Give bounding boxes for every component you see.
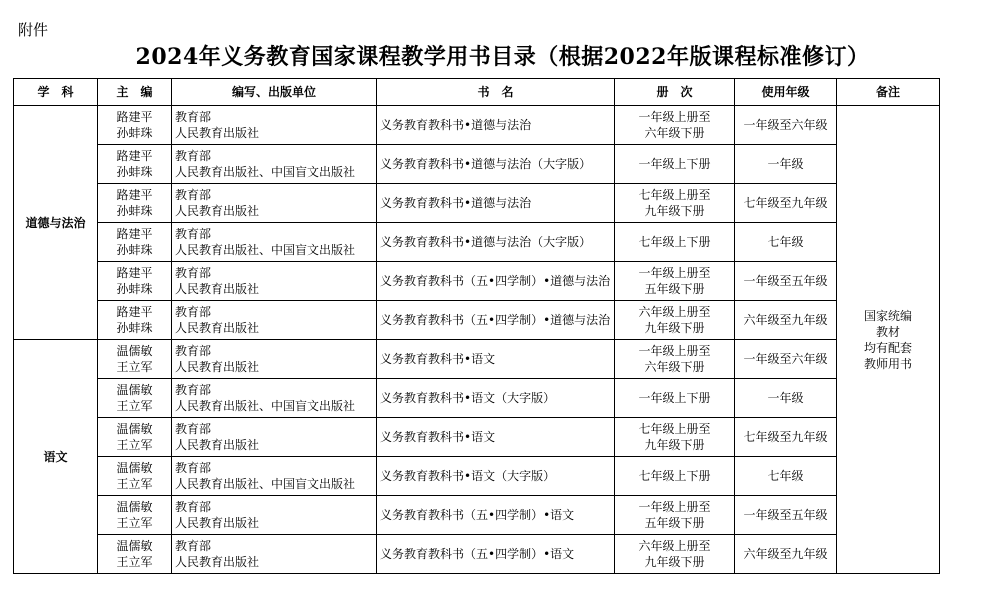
editor-name: 路建平 [116, 110, 153, 124]
grade-cell: 六年级至九年级 [735, 301, 837, 340]
volume-cell [615, 184, 735, 223]
volume-line: 七年级上下册 [638, 235, 711, 249]
editor-cell [98, 223, 172, 262]
volume-line: 六年级下册 [644, 360, 705, 374]
volume-cell [615, 301, 735, 340]
editor-name: 王立军 [116, 399, 153, 413]
publisher-line: 教育部 [175, 539, 212, 553]
publisher-line: 人民教育出版社 [175, 126, 260, 140]
attachment-label: 附件 [18, 21, 49, 39]
volume-line: 九年级下册 [644, 555, 705, 569]
publisher-line: 教育部 [175, 227, 212, 241]
header-note: 备注 [837, 79, 940, 106]
book-title-cell: 义务教育教科书•道德与法治 [377, 106, 615, 145]
header-subject: 学 科 [14, 79, 98, 106]
editor-name: 温儒敏 [116, 461, 153, 475]
volume-line: 七年级上册至 [638, 188, 711, 202]
editor-cell [98, 535, 172, 574]
publisher-line: 人民教育出版社 [175, 555, 260, 569]
grade-cell: 一年级至六年级 [735, 340, 837, 379]
volume-cell [615, 496, 735, 535]
volume-cell [615, 262, 735, 301]
editor-name: 温儒敏 [116, 539, 153, 553]
volume-line: 五年级下册 [644, 516, 705, 530]
grade-cell: 一年级至五年级 [735, 262, 837, 301]
volume-line: 一年级上册至 [638, 344, 711, 358]
editor-name: 王立军 [116, 555, 153, 569]
editor-name: 路建平 [116, 305, 153, 319]
volume-line: 一年级上下册 [638, 391, 711, 405]
table-header-row [14, 79, 940, 106]
editor-cell [98, 457, 172, 496]
editor-name: 王立军 [116, 516, 153, 530]
table-row [14, 340, 940, 379]
table-row [14, 262, 940, 301]
grade-cell: 六年级至九年级 [735, 535, 837, 574]
editor-cell [98, 418, 172, 457]
publisher-cell [172, 301, 377, 340]
volume-line: 一年级上下册 [638, 157, 711, 171]
publisher-cell [172, 145, 377, 184]
publisher-line: 教育部 [175, 149, 212, 163]
publisher-line: 人民教育出版社、中国盲文出版社 [175, 165, 356, 179]
volume-line: 一年级上册至 [638, 266, 711, 280]
book-title-cell: 义务教育教科书（五•四学制）•语文 [377, 535, 615, 574]
editor-cell [98, 496, 172, 535]
volume-line: 九年级下册 [644, 204, 705, 218]
grade-cell: 七年级 [735, 457, 837, 496]
volume-cell [615, 535, 735, 574]
note-cell [837, 106, 940, 574]
volume-line: 五年级下册 [644, 282, 705, 296]
publisher-line: 教育部 [175, 461, 212, 475]
publisher-line: 教育部 [175, 266, 212, 280]
publisher-cell [172, 496, 377, 535]
subject-cell: 语文 [14, 340, 98, 574]
publisher-line: 人民教育出版社 [175, 360, 260, 374]
table-row [14, 457, 940, 496]
note-line: 教材 [875, 324, 900, 339]
header-editor: 主 编 [98, 79, 172, 106]
volume-line: 六年级上册至 [638, 305, 711, 319]
textbook-catalog-table [13, 78, 940, 574]
subject-cell: 道德与法治 [14, 106, 98, 340]
header-publisher: 编写、出版单位 [172, 79, 377, 106]
editor-name: 温儒敏 [116, 383, 153, 397]
volume-line: 一年级上册至 [638, 110, 711, 124]
table-row [14, 223, 940, 262]
book-title-cell: 义务教育教科书（五•四学制）•语文 [377, 496, 615, 535]
table-row [14, 535, 940, 574]
editor-name: 路建平 [116, 227, 153, 241]
volume-line: 六年级上册至 [638, 539, 711, 553]
volume-line: 六年级下册 [644, 126, 705, 140]
editor-name: 王立军 [116, 360, 153, 374]
book-title-cell: 义务教育教科书•道德与法治（大字版） [377, 223, 615, 262]
editor-name: 孙蚌珠 [116, 282, 153, 296]
book-title-cell: 义务教育教科书（五•四学制）•道德与法治 [377, 262, 615, 301]
editor-name: 孙蚌珠 [116, 321, 153, 335]
publisher-line: 教育部 [175, 500, 212, 514]
publisher-cell [172, 106, 377, 145]
volume-line: 九年级下册 [644, 321, 705, 335]
volume-line: 一年级上册至 [638, 500, 711, 514]
header-volume: 册 次 [615, 79, 735, 106]
volume-cell [615, 379, 735, 418]
editor-name: 温儒敏 [116, 500, 153, 514]
publisher-line: 人民教育出版社、中国盲文出版社 [175, 243, 356, 257]
publisher-line: 教育部 [175, 383, 212, 397]
note-line: 国家统编 [863, 308, 912, 323]
editor-name: 王立军 [116, 477, 153, 491]
publisher-cell [172, 457, 377, 496]
publisher-cell [172, 223, 377, 262]
editor-cell [98, 145, 172, 184]
page-title: 2024年义务教育国家课程教学用书目录（根据2022年版课程标准修订） [135, 44, 870, 70]
table-row [14, 496, 940, 535]
book-title-cell: 义务教育教科书•道德与法治 [377, 184, 615, 223]
volume-cell [615, 340, 735, 379]
editor-name: 孙蚌珠 [116, 204, 153, 218]
publisher-cell [172, 184, 377, 223]
book-title-cell: 义务教育教科书•语文 [377, 418, 615, 457]
editor-name: 温儒敏 [116, 422, 153, 436]
editor-name: 路建平 [116, 188, 153, 202]
editor-cell [98, 379, 172, 418]
publisher-line: 教育部 [175, 110, 212, 124]
editor-cell [98, 301, 172, 340]
note-line: 均有配套 [863, 340, 912, 355]
editor-name: 王立军 [116, 438, 153, 452]
book-title-cell: 义务教育教科书•语文 [377, 340, 615, 379]
volume-cell [615, 418, 735, 457]
volume-cell [615, 145, 735, 184]
table-row [14, 184, 940, 223]
grade-cell: 七年级 [735, 223, 837, 262]
note-line: 教师用书 [863, 356, 912, 371]
volume-cell [615, 457, 735, 496]
publisher-cell [172, 379, 377, 418]
grade-cell: 一年级 [735, 379, 837, 418]
header-grade: 使用年级 [735, 79, 837, 106]
volume-line: 七年级上下册 [638, 469, 711, 483]
grade-cell: 一年级至六年级 [735, 106, 837, 145]
editor-cell [98, 262, 172, 301]
volume-line: 九年级下册 [644, 438, 705, 452]
publisher-line: 人民教育出版社 [175, 321, 260, 335]
table-row [14, 301, 940, 340]
table-row [14, 418, 940, 457]
publisher-line: 教育部 [175, 422, 212, 436]
header-book-title: 书 名 [377, 79, 615, 106]
editor-cell [98, 106, 172, 145]
table-row [14, 379, 940, 418]
editor-cell [98, 184, 172, 223]
publisher-cell [172, 262, 377, 301]
publisher-cell [172, 418, 377, 457]
book-title-cell: 义务教育教科书•道德与法治（大字版） [377, 145, 615, 184]
publisher-line: 人民教育出版社 [175, 438, 260, 452]
publisher-cell [172, 340, 377, 379]
publisher-line: 人民教育出版社、中国盲文出版社 [175, 477, 356, 491]
publisher-line: 人民教育出版社 [175, 516, 260, 530]
grade-cell: 七年级至九年级 [735, 418, 837, 457]
publisher-line: 人民教育出版社 [175, 282, 260, 296]
publisher-line: 教育部 [175, 305, 212, 319]
editor-name: 孙蚌珠 [116, 165, 153, 179]
volume-cell [615, 106, 735, 145]
volume-cell [615, 223, 735, 262]
editor-name: 路建平 [116, 266, 153, 280]
publisher-line: 人民教育出版社、中国盲文出版社 [175, 399, 356, 413]
publisher-line: 教育部 [175, 188, 212, 202]
book-title-cell: 义务教育教科书•语文（大字版） [377, 379, 615, 418]
editor-name: 路建平 [116, 149, 153, 163]
table-row [14, 106, 940, 145]
publisher-line: 人民教育出版社 [175, 204, 260, 218]
publisher-line: 教育部 [175, 344, 212, 358]
editor-name: 孙蚌珠 [116, 126, 153, 140]
book-title-cell: 义务教育教科书•语文（大字版） [377, 457, 615, 496]
editor-name: 温儒敏 [116, 344, 153, 358]
volume-line: 七年级上册至 [638, 422, 711, 436]
publisher-cell [172, 535, 377, 574]
editor-cell [98, 340, 172, 379]
table-row [14, 145, 940, 184]
grade-cell: 一年级 [735, 145, 837, 184]
grade-cell: 一年级至五年级 [735, 496, 837, 535]
grade-cell: 七年级至九年级 [735, 184, 837, 223]
book-title-cell: 义务教育教科书（五•四学制）•道德与法治 [377, 301, 615, 340]
editor-name: 孙蚌珠 [116, 243, 153, 257]
